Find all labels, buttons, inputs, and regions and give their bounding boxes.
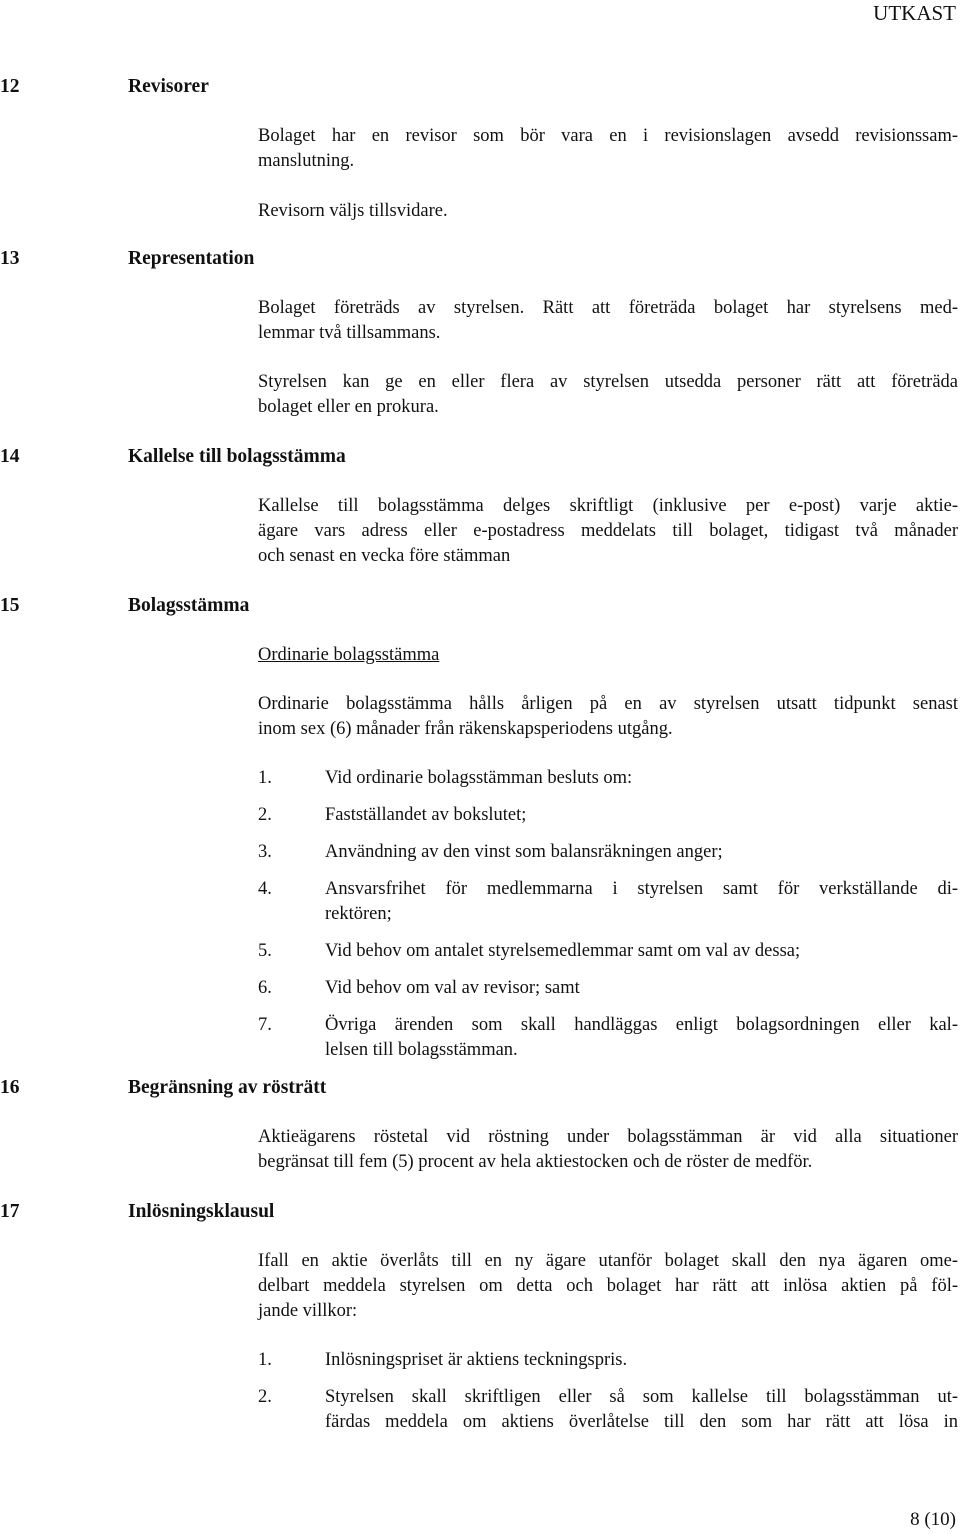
section-16-heading — [0, 1075, 326, 1101]
section-12-heading — [0, 74, 209, 100]
section-15-heading — [0, 593, 249, 619]
section-title: Representation — [128, 248, 255, 269]
section-15-paragraph-1: Ordinarie bolagsstämma hålls årligen på en av styrelsen utsatt tidpunkt senast inom sex (6) månader från räkenskapsperiodens utgång. — [258, 694, 958, 739]
section-17-heading — [0, 1199, 274, 1225]
section-number: 16 — [0, 1077, 20, 1098]
section-title: Revisorer — [128, 76, 209, 97]
section-13-heading — [0, 246, 254, 272]
section-number: 15 — [0, 595, 20, 616]
section-14-heading — [0, 444, 346, 470]
page-number: 8 (10) — [910, 1509, 956, 1530]
section-16-paragraph-1: Aktieägarens röstetal vid röstning under bolagsstämman är vid alla situationer begränsat till fem (5) procent av hela aktiestocken och de röster de medför. — [258, 1127, 958, 1172]
section-15-subheading: Ordinarie bolagsstämma — [258, 645, 440, 665]
section-number: 14 — [0, 446, 20, 467]
section-number: 17 — [0, 1201, 20, 1222]
section-12-paragraph-1: Bolaget har en revisor som bör vara en i revisionslagen avsedd revisionssam- manslutning. — [258, 126, 958, 171]
section-number: 13 — [0, 248, 20, 269]
draft-label: UTKAST — [873, 1, 956, 25]
section-title: Bolagsstämma — [128, 595, 250, 616]
section-12-paragraph-2: Revisorn väljs tillsvidare. — [258, 201, 448, 221]
section-title: Begränsning av rösträtt — [128, 1077, 327, 1098]
section-number: 12 — [0, 76, 20, 97]
section-14-paragraph-1: Kallelse till bolagsstämma delges skriftligt (inklusive per e-post) varje aktie- ägare vars adress eller e-postadress meddelats till bolaget, tidigast två månader och senast en vecka före stämman — [258, 496, 958, 566]
section-17-paragraph-1: Ifall en aktie överlåts till en ny ägare utanför bolaget skall den nya ägaren ome- delbart meddela styrelsen om detta och bolaget har rätt att inlösa aktien på föl- jande villkor: — [258, 1251, 958, 1321]
section-title: Inlösningsklausul — [128, 1201, 275, 1222]
section-title: Kallelse till bolagsstämma — [128, 446, 346, 467]
section-13-paragraph-1: Bolaget företräds av styrelsen. Rätt att företräda bolaget har styrelsens med- lemmar två tillsammans. — [258, 298, 958, 343]
section-13-paragraph-2: Styrelsen kan ge en eller flera av styrelsen utsedda personer rätt att företräda bolaget eller en prokura. — [258, 372, 958, 417]
